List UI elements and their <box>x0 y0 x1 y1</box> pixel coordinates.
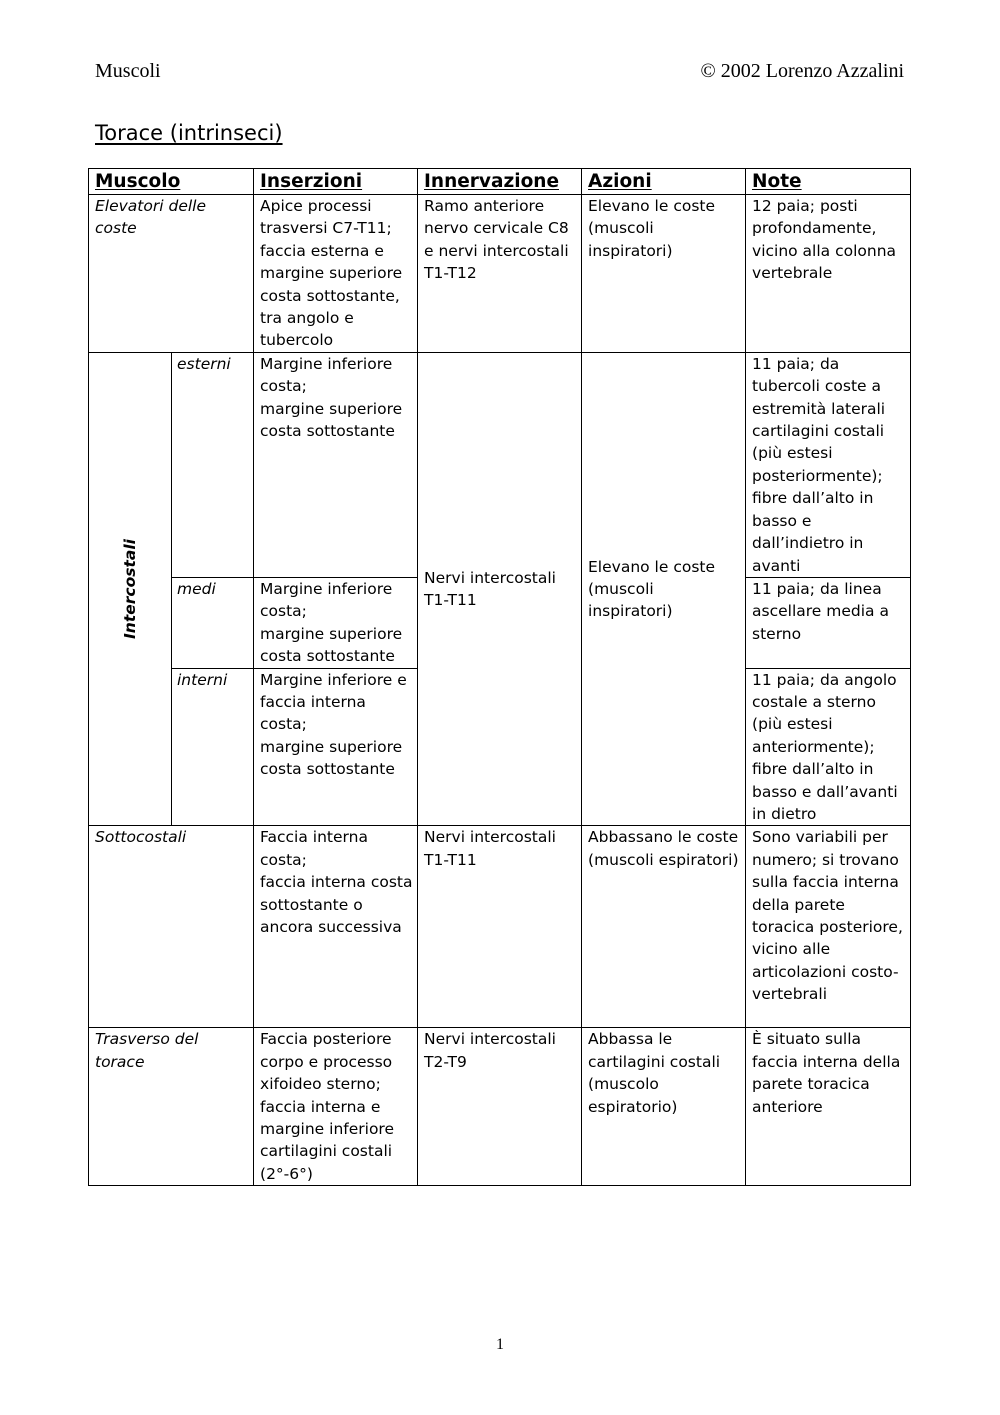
table-row-trasverso <box>89 1028 911 1186</box>
insertions-cell <box>254 577 418 668</box>
muscles-table <box>88 168 911 1186</box>
intercostali-group-label: Intercostali <box>120 539 139 640</box>
insertions-cell: Apice processi trasversi C7-T11; faccia esterna e margine superiore costa sottostante, tra angolo e tubercolo <box>254 195 418 353</box>
header-section-name: Muscoli <box>95 60 161 82</box>
insertion-line: margine superiore costa sottostante <box>260 737 403 779</box>
column-header-inserzioni: Inserzioni <box>254 169 418 195</box>
notes-cell: 11 paia; da tubercoli coste a estremità laterali cartilagini costali (più estesi posteriormente); fibre dall’alto in basso e dall’indietro in avanti <box>746 352 911 577</box>
insertions-cell <box>254 668 418 826</box>
intercostali-group-cell <box>89 352 172 826</box>
table-row-intercostali-esterni <box>89 352 911 577</box>
actions-cell: Abbassano le coste (muscoli espiratori) <box>582 826 746 1028</box>
submuscle-name-interni: interni <box>172 668 254 826</box>
muscle-name: Trasverso del torace <box>89 1028 254 1186</box>
table-row-elevatori <box>89 195 911 353</box>
insertion-line: Margine inferiore e faccia interna costa; <box>260 670 407 734</box>
notes-cell: È situato sulla faccia interna della parete toracica anteriore <box>746 1028 911 1186</box>
muscle-name: Elevatori delle coste <box>89 195 254 353</box>
actions-cell: Elevano le coste (muscoli inspiratori) <box>582 352 746 826</box>
submuscle-name-medi: medi <box>172 577 254 668</box>
header-copyright: © 2002 Lorenzo Azzalini <box>700 60 904 82</box>
submuscle-name-esterni: esterni <box>172 352 254 577</box>
actions-cell: Abbassa le cartilagini costali (muscolo espiratorio) <box>582 1028 746 1186</box>
muscle-name: Sottocostali <box>89 826 254 1028</box>
insertion-line: faccia interna costa sottostante o ancora successiva <box>260 873 413 936</box>
innervation-cell: Ramo anteriore nervo cervicale C8 e nervi intercostali T1-T12 <box>418 195 582 353</box>
table-row-sottocostali <box>89 826 911 1028</box>
actions-cell: Elevano le coste (muscoli inspiratori) <box>582 195 746 353</box>
page-title: Torace (intrinseci) <box>95 121 283 145</box>
insertion-line: Margine inferiore costa; <box>260 579 393 621</box>
notes-cell: 11 paia; da linea ascellare media a sterno <box>746 577 911 668</box>
page-number: 1 <box>496 1336 504 1353</box>
insertion-line: margine superiore costa sottostante <box>260 399 403 441</box>
table-header-row <box>89 169 911 195</box>
insertion-line: margine superiore costa sottostante <box>260 624 403 666</box>
insertion-line: Faccia interna costa; <box>260 828 368 869</box>
column-header-innervazione: Innervazione <box>418 169 582 195</box>
innervation-cell: Nervi intercostali T1-T11 <box>418 826 582 1028</box>
column-header-muscolo: Muscolo <box>89 169 254 195</box>
insertions-cell <box>254 826 418 1028</box>
insertions-cell: Faccia posteriore corpo e processo xifoideo sterno; faccia interna e margine inferiore cartilagini costali (2°-6°) <box>254 1028 418 1186</box>
notes-cell: 12 paia; posti profondamente, vicino alla colonna vertebrale <box>746 195 911 353</box>
insertion-line: Margine inferiore costa; <box>260 354 393 396</box>
notes-cell: 11 paia; da angolo costale a sterno (più estesi anteriormente); fibre dall’alto in basso e dall’avanti in dietro <box>746 668 911 826</box>
column-header-note: Note <box>746 169 911 195</box>
notes-cell: Sono variabili per numero; si trovano sulla faccia interna della parete toracica posteriore, vicino alle articolazioni costo-vertebrali <box>746 826 911 1028</box>
innervation-cell: Nervi intercostali T2-T9 <box>418 1028 582 1186</box>
innervation-cell: Nervi intercostali T1-T11 <box>418 352 582 826</box>
insertions-cell <box>254 352 418 577</box>
column-header-azioni: Azioni <box>582 169 746 195</box>
